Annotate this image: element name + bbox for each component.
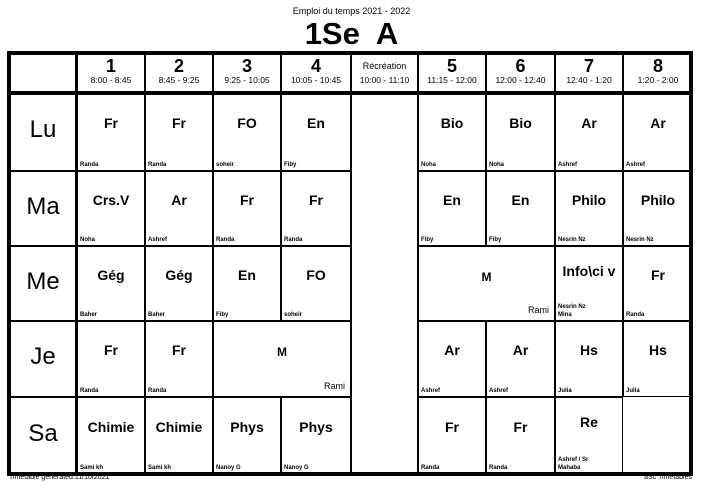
lesson-teacher: Randa (626, 312, 645, 318)
lesson-border (623, 171, 624, 246)
lesson-border (281, 93, 282, 171)
lesson-subject: M (481, 269, 492, 284)
lesson-teacher: Fiby (284, 162, 297, 168)
lesson-border (77, 397, 145, 398)
lesson-teacher: Nesrin Nz (558, 304, 586, 310)
lesson-border (418, 321, 486, 322)
lesson-subject: Fr (104, 115, 118, 131)
lesson-teacher: Randa (489, 465, 508, 471)
lesson-teacher: soheir (284, 312, 303, 318)
lesson-subject: Ar (171, 191, 187, 208)
lesson-subject: Chimie (155, 418, 203, 435)
period-number: 7 (583, 56, 594, 76)
lesson-border (418, 397, 486, 398)
lesson-border (281, 171, 351, 172)
lesson-cell (281, 93, 351, 171)
lesson-border (77, 171, 78, 246)
lesson-subject: Fr (240, 191, 254, 208)
lesson-border (486, 397, 487, 474)
lesson-border (145, 246, 213, 247)
lesson-teacher: Noha (421, 162, 436, 168)
header-divider (622, 51, 624, 93)
lesson-border (213, 171, 281, 172)
lesson-border (77, 397, 78, 474)
lesson-border (281, 397, 351, 398)
lesson-border (623, 321, 693, 322)
lesson-border (623, 246, 624, 321)
lesson-border (486, 473, 555, 474)
lesson-teacher: Rami (527, 305, 549, 315)
period-time: 12:40 - 1:20 (566, 75, 612, 85)
lesson-border (281, 171, 282, 246)
lesson-teacher: Noha (489, 162, 504, 168)
lesson-cell (145, 397, 213, 474)
period-time: 8:00 - 8:45 (90, 75, 132, 85)
day-name: Je (30, 343, 56, 370)
header-divider (485, 51, 487, 93)
lesson-border (77, 321, 145, 322)
lesson-border (145, 321, 146, 397)
lesson-cell (623, 93, 693, 171)
lesson-teacher: Ashref (558, 162, 578, 168)
header-divider (280, 51, 282, 93)
lesson-teacher: Julia (626, 388, 640, 394)
lesson-subject: Chimie (87, 418, 135, 435)
period-header-7 (555, 55, 623, 91)
lesson-cell (486, 171, 555, 246)
period-time: 8:45 - 9:25 (158, 75, 200, 85)
lesson-cell (145, 171, 213, 246)
break-time: 10:00 - 11:10 (359, 75, 410, 85)
period-number: 6 (515, 56, 526, 76)
lesson-border (486, 93, 555, 94)
lesson-cell (77, 246, 145, 321)
lesson-border (623, 321, 624, 397)
lesson-border (555, 171, 623, 172)
lesson-teacher: Fiby (489, 237, 502, 243)
lesson-border (418, 171, 419, 246)
software-credit: aSc Timetables (644, 474, 692, 481)
lesson-cell (213, 321, 351, 397)
period-time: 12:00 - 12:40 (495, 75, 546, 85)
lesson-subject: Bio (440, 115, 464, 131)
lesson-border (213, 93, 281, 94)
day-name: Lu (29, 116, 57, 143)
lesson-border (145, 93, 146, 171)
row-divider (7, 320, 77, 322)
lesson-cell (555, 93, 623, 171)
header-divider (417, 51, 419, 93)
lesson-border (555, 473, 623, 474)
lesson-border (418, 246, 555, 247)
lesson-border (213, 397, 281, 398)
lesson-border (213, 321, 214, 397)
lesson-teacher: Fiby (216, 312, 229, 318)
period-number: 1 (105, 56, 116, 76)
day-name: Ma (26, 192, 60, 220)
lesson-border (145, 93, 213, 94)
lesson-subject: Phys (299, 418, 333, 435)
lesson-teacher: Randa (148, 388, 167, 394)
break-label: Récréation (362, 61, 407, 71)
lesson-border (77, 171, 145, 172)
lesson-border (555, 397, 556, 474)
lesson-teacher: Ashref (148, 237, 168, 243)
lesson-teacher: Randa (80, 388, 99, 394)
lesson-cell (77, 397, 145, 474)
lesson-border (213, 171, 214, 246)
lesson-teacher: Ashref (421, 388, 441, 394)
lesson-border (77, 93, 78, 171)
lesson-cell (623, 246, 693, 321)
lesson-border (77, 93, 145, 94)
lesson-teacher: Ashref / Sr (558, 457, 589, 463)
header-divider (212, 51, 214, 93)
lesson-subject: Ar (512, 342, 529, 358)
row-divider (7, 396, 77, 398)
lesson-subject: Hs (580, 342, 598, 358)
day-label-cell (11, 246, 75, 321)
lesson-subject: Philo (640, 191, 676, 208)
lesson-teacher: Mahaba (558, 465, 581, 471)
lesson-subject: Fr (651, 266, 665, 283)
lesson-subject: Fr (513, 418, 528, 435)
day-name: Me (26, 267, 60, 295)
lesson-cell (555, 246, 623, 321)
lesson-cell (623, 171, 693, 246)
lesson-subject: FO (306, 266, 326, 283)
lesson-cell (486, 321, 555, 397)
lesson-border (77, 246, 78, 321)
lesson-cell (145, 321, 213, 397)
lesson-teacher: Randa (148, 162, 167, 168)
lesson-cell (145, 246, 213, 321)
period-header-2 (145, 55, 213, 91)
lesson-subject: Phys (230, 418, 264, 435)
day-label-cell (11, 93, 75, 171)
lesson-teacher: Rami (323, 381, 345, 391)
lesson-cell (486, 93, 555, 171)
lesson-border (623, 93, 624, 171)
lesson-border (418, 397, 419, 474)
lesson-border (418, 93, 419, 171)
lesson-teacher: Nanoy G (216, 465, 241, 471)
lesson-teacher: Nesrin Nz (558, 237, 586, 243)
lesson-teacher: Sami kh (148, 465, 172, 471)
lesson-teacher: Sami kh (80, 465, 104, 471)
lesson-border (213, 246, 281, 247)
row-divider (7, 170, 77, 172)
lesson-teacher: Mina (558, 312, 572, 318)
lesson-cell (623, 321, 693, 397)
period-number: 4 (310, 56, 321, 76)
lesson-border (418, 473, 486, 474)
lesson-subject: En (238, 266, 256, 283)
period-number: 8 (652, 56, 663, 76)
lesson-teacher: Julia (558, 388, 572, 394)
lesson-border (486, 171, 487, 246)
lesson-subject: En (511, 191, 530, 208)
lesson-cell (418, 171, 486, 246)
lesson-cell (281, 397, 351, 474)
lesson-border (555, 93, 623, 94)
lesson-subject: Bio (509, 115, 532, 131)
lesson-border (145, 171, 213, 172)
header-divider (350, 51, 352, 93)
lesson-subject: En (443, 191, 461, 208)
lesson-cell (77, 321, 145, 397)
class-name: 1Se A (304, 16, 399, 51)
lesson-border (692, 171, 693, 246)
lesson-subject: Fr (104, 342, 118, 358)
lesson-subject: Ar (581, 115, 597, 131)
lesson-subject: Fr (172, 342, 186, 358)
period-number: 3 (241, 56, 252, 76)
lesson-border (623, 396, 693, 397)
break-border (417, 93, 418, 474)
lesson-teacher: Nesrin Nz (626, 237, 654, 243)
lesson-subject: Info\ci v (562, 263, 616, 279)
period-number: 5 (446, 56, 457, 76)
lesson-border (555, 246, 556, 321)
lesson-cell (418, 93, 486, 171)
lesson-border (145, 397, 213, 398)
lesson-subject: Ar (650, 115, 666, 131)
lesson-subject: M (277, 345, 287, 359)
period-header-5 (418, 55, 486, 91)
lesson-cell (486, 397, 555, 474)
lesson-border (692, 93, 693, 171)
lesson-cell (418, 397, 486, 474)
lesson-border (555, 171, 556, 246)
period-time: 1:20 - 2:00 (637, 75, 679, 85)
period-number: 2 (173, 56, 184, 76)
lesson-border (281, 397, 282, 474)
lesson-cell (555, 321, 623, 397)
lesson-cell (555, 171, 623, 246)
break-header (351, 55, 418, 91)
lesson-border (145, 397, 146, 474)
period-header-4 (281, 55, 351, 91)
lesson-border (486, 397, 555, 398)
lesson-subject: Ar (444, 342, 460, 358)
period-time: 9:25 - 10:05 (224, 75, 270, 85)
lesson-teacher: Ashref (626, 162, 646, 168)
lesson-teacher: Nanoy G (284, 465, 309, 471)
lesson-border (555, 321, 623, 322)
lesson-border (623, 93, 693, 94)
lesson-cell (77, 171, 145, 246)
header-divider (144, 51, 146, 93)
lesson-border (77, 321, 78, 397)
lesson-subject: Fr (309, 191, 323, 208)
lesson-teacher: Baher (80, 312, 98, 318)
lesson-border (281, 246, 351, 247)
lesson-border (213, 246, 214, 321)
lesson-border (486, 93, 487, 171)
lesson-cell (418, 246, 555, 321)
lesson-teacher: soheir (216, 162, 235, 168)
lesson-border (555, 93, 556, 171)
lesson-subject: Hs (649, 342, 667, 358)
period-header-1 (77, 55, 145, 91)
lesson-border (486, 321, 487, 397)
lesson-border (555, 246, 623, 247)
timetable-title: Emploi du temps 2021 - 2022 (292, 6, 411, 16)
lesson-teacher: Ashref (489, 388, 509, 394)
lesson-teacher: Randa (421, 465, 440, 471)
generated-note: Timetable generated:11/10/2021 (9, 474, 110, 481)
lesson-border (145, 246, 146, 321)
period-header-3 (213, 55, 281, 91)
lesson-border (77, 246, 145, 247)
lesson-border (145, 321, 213, 322)
lesson-subject: Crs.V (92, 191, 130, 208)
lesson-subject: Gég (165, 266, 193, 283)
lesson-border (486, 171, 555, 172)
lesson-border (418, 93, 486, 94)
lesson-teacher: Randa (80, 162, 99, 168)
lesson-border (213, 93, 214, 171)
row-divider (7, 245, 77, 247)
lesson-border (555, 321, 556, 397)
lesson-border (623, 246, 693, 247)
lesson-subject: FO (237, 115, 257, 131)
lesson-teacher: Baher (148, 312, 166, 318)
lesson-cell (281, 246, 351, 321)
lesson-border (213, 321, 351, 322)
lesson-border (555, 397, 623, 398)
lesson-cell (213, 93, 281, 171)
lesson-border (281, 473, 351, 474)
day-name: Sa (28, 419, 58, 447)
lesson-subject: Philo (571, 191, 607, 208)
lesson-border (623, 171, 693, 172)
lesson-border (622, 397, 623, 474)
lesson-border (145, 473, 213, 474)
lesson-cell (213, 397, 281, 474)
lesson-teacher: Fiby (421, 237, 434, 243)
lesson-border (281, 246, 282, 321)
day-label-cell (11, 321, 75, 397)
period-header-8 (623, 55, 693, 91)
header-divider (554, 51, 556, 93)
day-label-cell (11, 397, 75, 474)
lesson-cell (418, 321, 486, 397)
day-label-cell (11, 171, 75, 246)
lesson-subject: Re (580, 414, 598, 430)
lesson-border (281, 93, 351, 94)
lesson-subject: Gég (97, 266, 125, 283)
lesson-teacher: Noha (80, 237, 95, 243)
lesson-border (213, 397, 214, 474)
lesson-cell (213, 171, 281, 246)
break-border (351, 93, 352, 474)
lesson-border (213, 473, 281, 474)
lesson-cell (555, 397, 623, 474)
lesson-cell (145, 93, 213, 171)
lesson-border (418, 246, 419, 321)
lesson-cell (77, 93, 145, 171)
lesson-cell (281, 171, 351, 246)
period-header-6 (486, 55, 555, 91)
lesson-border (418, 171, 486, 172)
lesson-subject: Fr (172, 115, 186, 131)
lesson-cell (213, 246, 281, 321)
lesson-border (692, 321, 693, 397)
lesson-border (486, 321, 555, 322)
lesson-border (145, 171, 146, 246)
period-time: 10:05 - 10:45 (290, 75, 342, 85)
lesson-border (692, 246, 693, 321)
lesson-teacher: Randa (216, 237, 235, 243)
lesson-subject: Fr (445, 418, 459, 435)
lesson-subject: En (307, 115, 325, 131)
lesson-teacher: Randa (284, 237, 303, 243)
period-time: 11:15 - 12:00 (427, 75, 477, 85)
lesson-border (418, 321, 419, 397)
